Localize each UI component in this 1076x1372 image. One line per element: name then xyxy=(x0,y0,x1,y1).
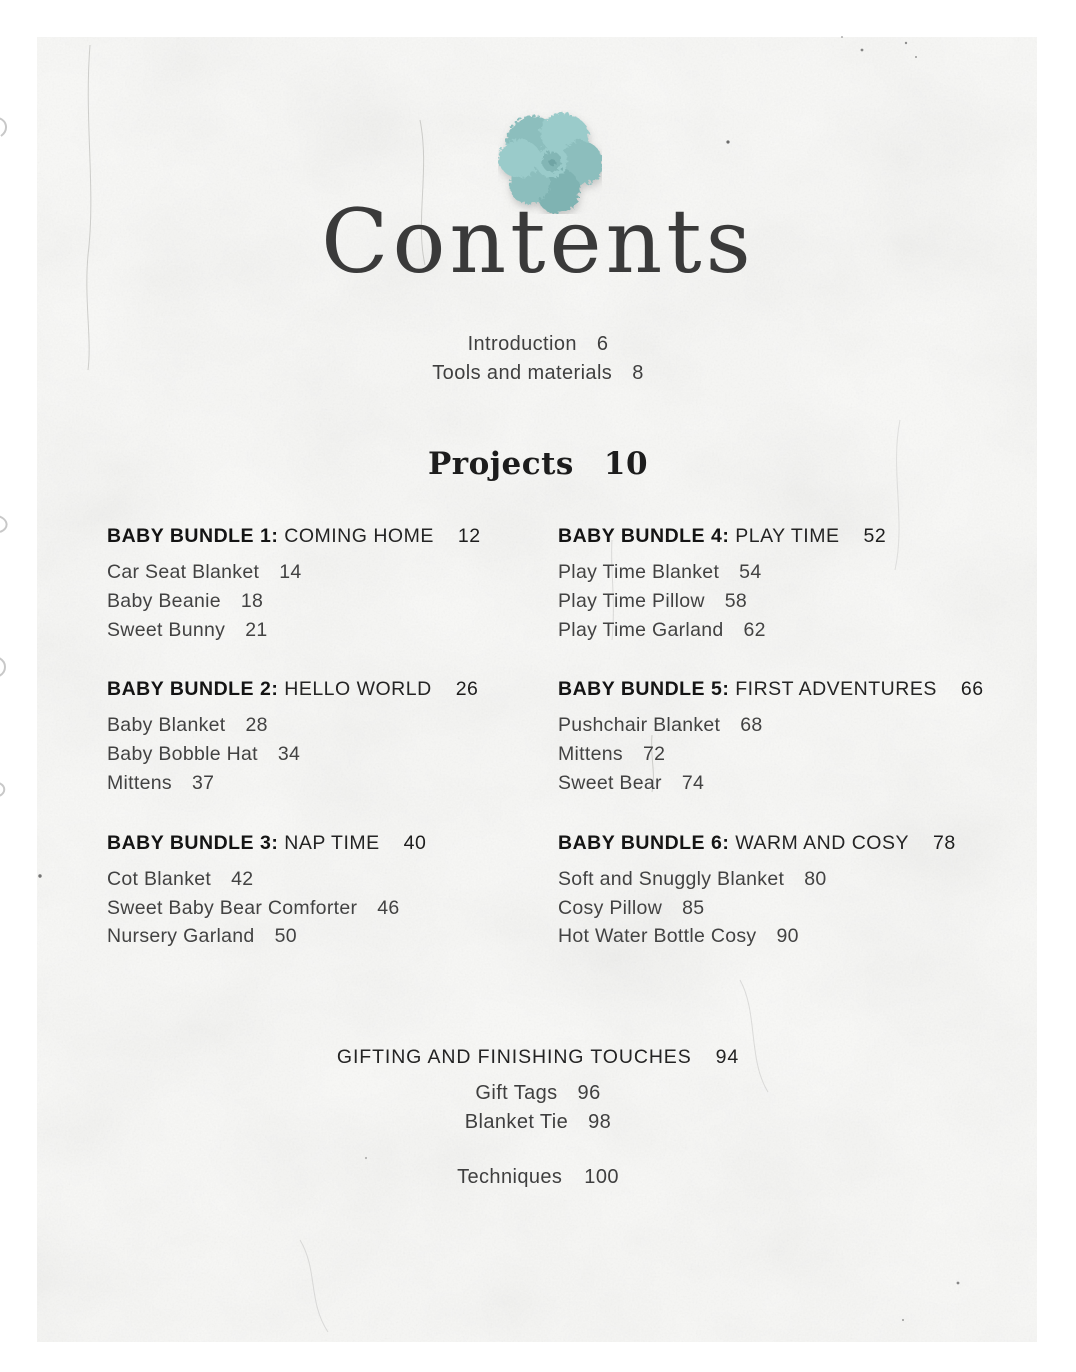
bundle-section-5 xyxy=(558,677,1048,797)
item-label: Play Time Pillow xyxy=(558,589,705,612)
bundle-items xyxy=(558,865,1048,951)
item-label: Sweet Bear xyxy=(558,771,662,794)
page-number: 54 xyxy=(739,561,762,583)
bundle-prefix: BABY BUNDLE 6: xyxy=(558,831,730,854)
page-number: 85 xyxy=(682,896,705,919)
page-number: 26 xyxy=(455,678,479,701)
bundle-name: WARM AND COSY xyxy=(735,831,909,854)
page-number: 18 xyxy=(240,589,264,612)
gifting-item xyxy=(0,1079,1076,1108)
techniques-label: Techniques xyxy=(457,1166,563,1188)
item-label: Soft and Snuggly Blanket xyxy=(558,867,785,890)
bundle-item xyxy=(107,587,552,616)
page-number: 72 xyxy=(642,743,666,766)
item-label: Hot Water Bottle Cosy xyxy=(558,925,757,948)
page-number: 96 xyxy=(577,1082,601,1104)
bundle-prefix: BABY BUNDLE 5: xyxy=(558,678,730,701)
bundle-item xyxy=(558,894,1048,923)
bundle-prefix: BABY BUNDLE 4: xyxy=(558,525,730,547)
front-matter xyxy=(0,330,1076,388)
bundle-section-3 xyxy=(107,831,552,951)
item-label: Cot Blanket xyxy=(107,867,212,890)
item-label: Baby Blanket xyxy=(107,714,226,737)
contents-column-right xyxy=(558,524,1048,984)
bundle-items xyxy=(107,865,552,951)
item-label: Sweet Bunny xyxy=(107,618,226,641)
page-number: 98 xyxy=(588,1110,612,1133)
bundle-item xyxy=(107,865,552,894)
bundle-items xyxy=(107,558,552,644)
contents-column-left xyxy=(107,524,552,984)
bundle-heading xyxy=(107,831,552,855)
bundle-item xyxy=(558,587,1048,616)
bundle-heading xyxy=(558,677,1048,701)
bundle-items xyxy=(558,711,1048,797)
bundle-heading xyxy=(107,677,552,701)
page-number: 34 xyxy=(277,743,301,766)
bundle-prefix: BABY BUNDLE 1: xyxy=(107,525,279,547)
bundle-items xyxy=(107,711,552,797)
page-number: 6 xyxy=(596,333,609,355)
page-number: 28 xyxy=(245,714,268,737)
page-number: 14 xyxy=(279,561,302,583)
gifting-item xyxy=(0,1108,1076,1137)
page-number: 100 xyxy=(584,1166,619,1188)
gifting-label: GIFTING AND FINISHING TOUCHES xyxy=(336,1046,692,1068)
item-label: Mittens xyxy=(107,771,172,794)
bundle-name: NAP TIME xyxy=(284,831,380,854)
bundle-heading xyxy=(107,524,552,548)
bundle-item xyxy=(558,558,1048,587)
item-label: Play Time Blanket xyxy=(558,561,720,583)
bundle-section-2 xyxy=(107,677,552,797)
page-number: 50 xyxy=(274,925,297,948)
page-title: Contents xyxy=(321,190,755,293)
projects-heading xyxy=(0,447,1076,481)
bundle-item xyxy=(558,740,1048,769)
page-number: 68 xyxy=(740,714,763,737)
item-label: Baby Beanie xyxy=(107,589,221,612)
bundle-heading xyxy=(558,524,1048,548)
bundle-item xyxy=(558,922,1048,951)
page-number: 21 xyxy=(245,618,268,641)
page-number: 42 xyxy=(231,867,254,890)
techniques-line xyxy=(0,1163,1076,1192)
front-matter-line xyxy=(0,359,1076,388)
page-number: 37 xyxy=(191,771,215,794)
page-number: 10 xyxy=(603,446,649,482)
bundle-name: PLAY TIME xyxy=(735,525,840,547)
bundle-prefix: BABY BUNDLE 2: xyxy=(107,678,279,701)
bundle-item xyxy=(558,769,1048,798)
item-label: Mittens xyxy=(558,743,623,766)
bundle-item xyxy=(558,711,1048,740)
item-label: Sweet Baby Bear Comforter xyxy=(107,896,358,919)
page-number: 94 xyxy=(715,1046,740,1068)
bundle-item xyxy=(107,740,552,769)
bundle-item xyxy=(107,769,552,798)
bundle-section-6 xyxy=(558,831,1048,951)
page-number: 90 xyxy=(776,925,799,948)
bundle-item xyxy=(107,711,552,740)
item-label: Car Seat Blanket xyxy=(107,561,260,583)
bundle-heading xyxy=(558,831,1048,855)
bundle-item xyxy=(558,865,1048,894)
page-number: 80 xyxy=(804,867,827,890)
item-label: Gift Tags xyxy=(475,1082,558,1104)
gifting-heading xyxy=(0,1045,1076,1069)
bundle-name: HELLO WORLD xyxy=(284,678,432,701)
item-label: Pushchair Blanket xyxy=(558,714,721,737)
bundle-item xyxy=(558,616,1048,645)
page-number: 12 xyxy=(457,525,481,547)
bundle-prefix: BABY BUNDLE 3: xyxy=(107,831,279,854)
page-number: 40 xyxy=(403,831,427,854)
bundle-items xyxy=(558,558,1048,644)
page-number: 52 xyxy=(863,525,887,547)
item-label: Cosy Pillow xyxy=(558,896,663,919)
bundle-item xyxy=(107,558,552,587)
item-label: Nursery Garland xyxy=(107,925,255,948)
page-number: 66 xyxy=(960,678,984,701)
front-matter-label: Introduction xyxy=(467,333,577,355)
bundle-section-4 xyxy=(558,524,1048,644)
page-number: 78 xyxy=(932,831,956,854)
projects-label: Projects xyxy=(427,446,574,482)
page-number: 8 xyxy=(632,362,644,384)
bundle-name: COMING HOME xyxy=(284,525,434,547)
gifting-section xyxy=(0,1045,1076,1136)
page-number: 46 xyxy=(377,896,400,919)
front-matter-label: Tools and materials xyxy=(432,362,613,384)
bundle-section-1 xyxy=(107,524,552,644)
bundle-item xyxy=(107,616,552,645)
page-number: 58 xyxy=(724,589,748,612)
bundle-name: FIRST ADVENTURES xyxy=(735,678,937,701)
page-number: 74 xyxy=(681,771,705,794)
item-label: Baby Bobble Hat xyxy=(107,743,258,766)
bundle-item xyxy=(107,922,552,951)
page-number: 62 xyxy=(743,618,766,641)
item-label: Play Time Garland xyxy=(558,618,724,641)
item-label: Blanket Tie xyxy=(464,1110,569,1133)
gifting-items xyxy=(0,1079,1076,1136)
front-matter-line xyxy=(0,330,1076,359)
bundle-item xyxy=(107,894,552,923)
